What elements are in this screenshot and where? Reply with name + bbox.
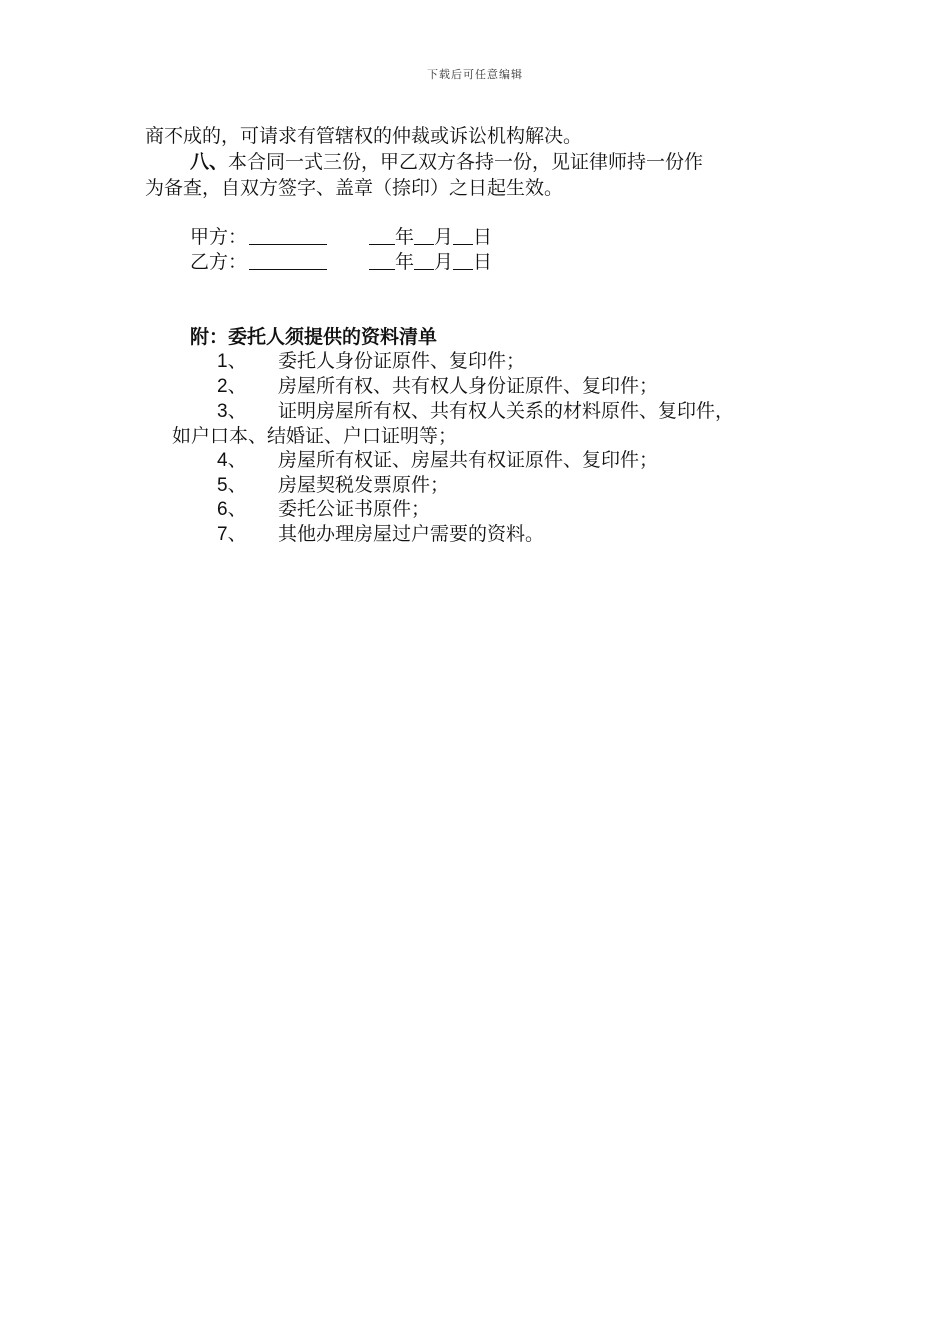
signature-row-party-b <box>190 249 492 275</box>
party-b-signature-line <box>249 251 327 270</box>
list-item <box>217 348 525 375</box>
list-item-number: 5、 <box>217 475 247 496</box>
day-label: 日 <box>473 251 493 273</box>
year-blank <box>369 251 395 270</box>
paragraph-line-1: 商不成的，可请求有管辖权的仲裁或诉讼机构解决。 <box>145 125 583 147</box>
list-item <box>217 496 430 523</box>
list-item-text: 房屋契税发票原件； <box>278 474 450 496</box>
list-item-text: 证明房屋所有权、共有权人关系的材料原件、复印件， <box>278 400 735 422</box>
list-item-text: 其他办理房屋过户需要的资料。 <box>278 523 545 545</box>
page-header-note: 下载后可任意编辑 <box>427 68 523 81</box>
list-item <box>217 521 544 548</box>
month-label: 月 <box>434 251 454 273</box>
list-item-number: 1、 <box>217 351 247 372</box>
list-item <box>217 373 658 400</box>
day-blank <box>453 251 473 270</box>
list-item-number: 3、 <box>217 401 247 422</box>
clause-8-paragraph <box>190 149 860 175</box>
year-blank <box>369 226 395 245</box>
list-item-number: 6、 <box>217 499 247 520</box>
year-label: 年 <box>395 226 415 248</box>
appendix-title: 附：委托人须提供的资料清单 <box>190 326 438 348</box>
clause-8-label: 八、 <box>190 151 229 173</box>
list-item-number: 4、 <box>217 450 247 471</box>
list-item <box>217 472 449 499</box>
month-blank <box>414 226 434 245</box>
day-label: 日 <box>473 226 493 248</box>
month-blank <box>414 251 434 270</box>
month-label: 月 <box>434 226 454 248</box>
list-item-text: 房屋所有权、共有权人身份证原件、复印件； <box>278 375 659 397</box>
party-b-label: 乙方： <box>190 251 248 273</box>
list-item-text: 委托人身份证原件、复印件； <box>278 350 526 372</box>
clause-8-text-part2: 为备查，自双方签字、盖章（捺印）之日起生效。 <box>145 177 564 199</box>
list-item-continuation: 如户口本、结婚证、户口证明等； <box>172 425 458 447</box>
signature-row-party-a <box>190 224 492 250</box>
list-item <box>217 447 658 474</box>
clause-8-text-part1: 本合同一式三份，甲乙双方各持一份，见证律师持一份作 <box>228 151 704 173</box>
list-item-text: 房屋所有权证、房屋共有权证原件、复印件； <box>278 449 659 471</box>
party-a-label: 甲方： <box>190 226 248 248</box>
list-item <box>217 398 734 425</box>
party-a-date <box>369 224 492 250</box>
party-b-date <box>369 249 492 275</box>
year-label: 年 <box>395 251 415 273</box>
list-item-number: 7、 <box>217 524 247 545</box>
list-item-number: 2、 <box>217 376 247 397</box>
party-a-signature-line <box>249 226 327 245</box>
day-blank <box>453 226 473 245</box>
list-item-text: 委托公证书原件； <box>278 498 431 520</box>
